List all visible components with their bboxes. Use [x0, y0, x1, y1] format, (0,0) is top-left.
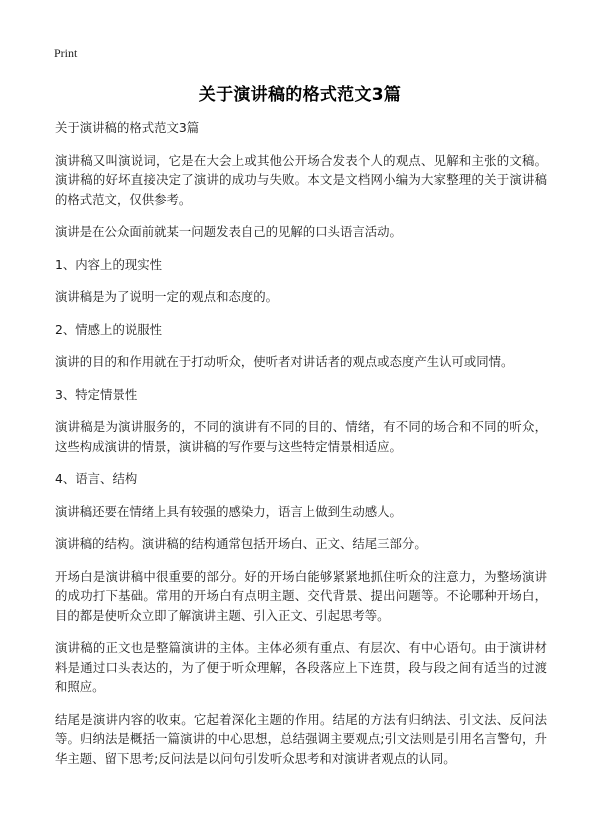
structure-paragraph: 演讲稿的结构。演讲稿的结构通常包括开场白、正文、结尾三部分。 [55, 536, 427, 551]
section-heading-3: 3、特定情景性 [55, 386, 138, 402]
section-heading-4: 4、语言、结构 [55, 471, 138, 486]
section-1-paragraph: 演讲稿是为了说明一定的观点和态度的。 [55, 289, 279, 304]
print-label: Print [54, 46, 78, 60]
section-heading-2: 2、情感上的说服性 [55, 321, 163, 337]
opening-paragraph: 开场白是演讲稿中很重要的部分。好的开场白能够紧紧地抓住听众的注意力，为整场演讲的成功打下基础。常用的开场白有点明主题、交代背景、提出问题等。不论哪种开场白，目的都是使听众立即了解演讲主题、引入正文、引起思考等。 [55, 568, 547, 623]
section-4-paragraph: 演讲稿还要在情绪上具有较强的感染力，语言上做到生动感人。 [55, 503, 402, 519]
document-body [55, 118, 547, 781]
ending-paragraph: 结尾是演讲内容的收束。它起着深化主题的作用。结尾的方法有归纳法、引文法、反问法等。归纳法是概括一篇演讲的中心思想，总结强调主要观点;引文法则是引用名言警句，升华主题、留下思考;反问法是以问句引发听众思考和对演讲者观点的认同。 [55, 711, 547, 766]
section-3-paragraph: 演讲稿是为演讲服务的，不同的演讲有不同的目的、情绪，有不同的场合和不同的听众，这些构成演讲的情景，演讲稿的写作要与这些特定情景相适应。 [55, 419, 547, 454]
section-2-paragraph: 演讲的目的和作用就在于打动听众，使听者对讲话者的观点或态度产生认可或同情。 [55, 354, 514, 369]
definition-paragraph: 演讲是在公众面前就某一问题发表自己的见解的口头语言活动。 [55, 224, 402, 239]
subtitle-paragraph: 关于演讲稿的格式范文3篇 [55, 120, 200, 135]
intro-paragraph: 演讲稿又叫演说词，它是在大会上或其他公开场合发表个人的观点、见解和主张的文稿。演讲稿的好坏直接决定了演讲的成功与失败。本文是文档网小编为大家整理的关于演讲稿的格式范文，仅供参考。 [55, 152, 547, 207]
page-title: 关于演讲稿的格式范文3篇 [198, 85, 402, 105]
body-paragraph: 演讲稿的正文也是整篇演讲的主体。主体必须有重点、有层次、有中心语句。由于演讲材料是通过口头表达的，为了便于听众理解，各段落应上下连贯，段与段之间有适当的过渡和照应。 [55, 640, 547, 694]
section-heading-1: 1、内容上的现实性 [55, 256, 163, 272]
